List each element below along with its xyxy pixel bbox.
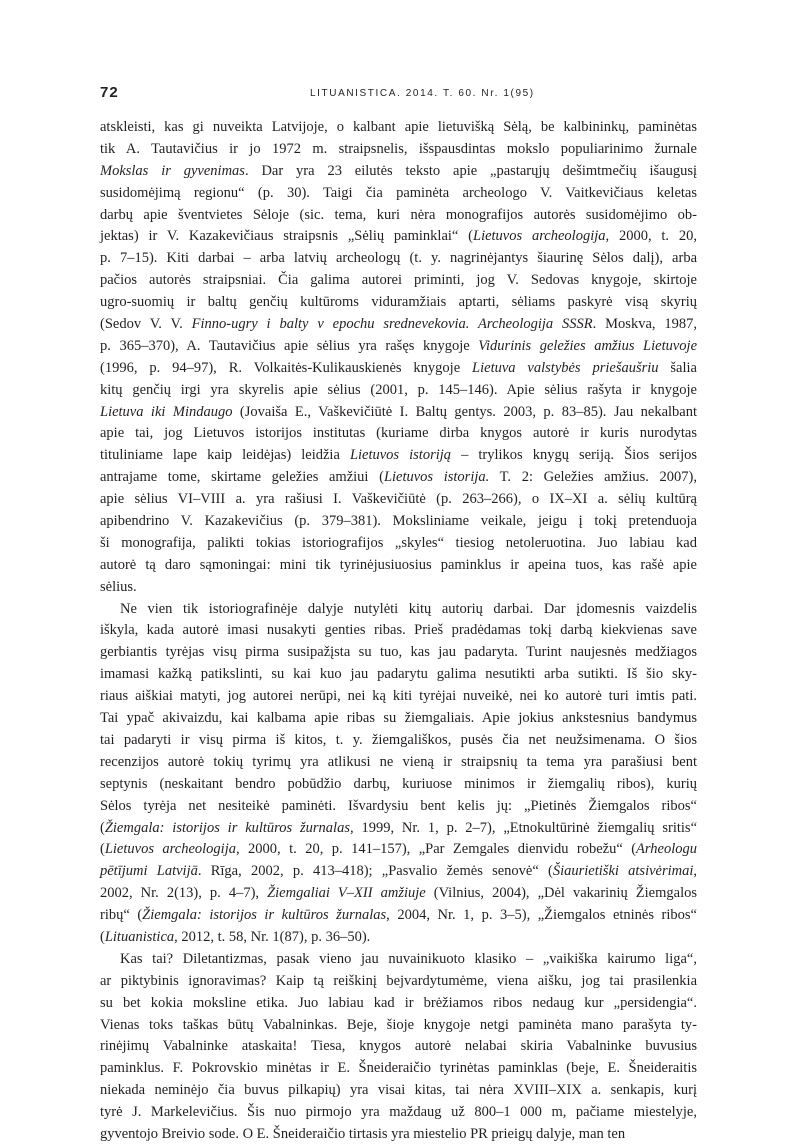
text-line: tik A. Tautavičius ir jo 1972 m. straipsnelis, išspausdintas mokslo populiarinimo žurnale: [100, 140, 697, 157]
paragraph: [100, 117, 697, 599]
text-line: atskleisti, kas gi nuveikta Latvijoje, o kalbant apie lietuvišką Sėlą, be kalbininkų, paminėtas: [100, 119, 697, 135]
text-line: (Lituanistica, 2012, t. 58, Nr. 1(87), p. 36–50).: [100, 928, 371, 945]
text-line: Tai ypač akivaizdu, kai kalbama apie ribas su žiemgaliais. Apie jokius ankstesnius bandymus: [100, 710, 697, 727]
paragraph: [100, 949, 697, 1146]
text-line: (Sedov V. V. Finno-ugry i balty v epochu srednevekovia. Archeologija SSSR. Moskva, 1987,: [100, 316, 697, 333]
running-head: LITUANISTICA. 2014. T. 60. Nr. 1(95): [310, 88, 535, 99]
text-line: susidomėjimą regionu“ (p. 30). Taigi čia paminėta archeologo V. Vaitkevičiaus keletas: [100, 184, 697, 201]
text-line: gyventojo Breivio sode. O E. Šneideraičio tirtasis yra miestelio PR prieigų dalyje, man ten: [100, 1125, 626, 1142]
text-line: autorė tą daro sąmoningai: mini tik tyrinėjusiuosius paminklus ir apeina tuos, kas rašė apie: [100, 556, 697, 573]
text-line: Kas tai? Diletantizmas, pasak vieno jau nuvainikuoto klasiko – „vaikiška kairumo liga“,: [120, 950, 697, 967]
text-line: (1996, p. 94–97), R. Volkaitės-Kulikauskienės knygoje Lietuva valstybės priešaušriu šalia: [100, 359, 697, 376]
text-line: tai padaryti ir visų pirma iš kitos, t. y. žiemgališkos, pusės čia net neužsimenama. O šios: [100, 731, 697, 748]
body-text: [100, 117, 697, 1146]
text-line: p. 365–370), A. Tautavičius apie sėlius yra rašęs knygoje Vidurinis geležies amžius Lietuvoje: [100, 337, 697, 354]
text-line: Vienas toks taškas būtų Vabalninkas. Beje, šioje knygoje netgi paminėta mano parašyta ty-: [100, 1016, 697, 1033]
text-line: riaus aiškiai matyti, jog autorei nerūpi, nei ką kiti tyrėjai nuveikė, nei ko autorė turi imtis pati.: [100, 688, 697, 705]
text-line: apibendrino V. Kazakevičius (p. 379–381). Moksliniame veikale, jeigu į tokį pretenduoja: [100, 513, 697, 530]
paragraph: [100, 599, 697, 949]
text-line: ugro-suomių ir baltų genčių kultūroms viduramžiais aptarti, sėliams paskyrė visą skyrių: [100, 294, 697, 311]
text-line: apie sėlius VI–VIII a. yra rašiusi I. Vaškevičiūtė (p. 263–266), o IX–XI a. sėlių kultūrą: [100, 491, 697, 508]
text-line: ribų“ (Žiemgala: istorijos ir kultūros žurnalas, 2004, Nr. 1, p. 3–5), „Žiemgalos etninės ribos“: [100, 907, 697, 924]
text-line: septynis (neskaitant bendro pobūdžio darbų, kuriuose minimos ir žiemgalių ribos), kurių: [100, 775, 697, 792]
text-line: ši monografija, palikti tokias istoriografijos „skyles“ tiesiog netoleruotina. Juo labiau kad: [100, 534, 697, 551]
text-line: Ne vien tik istoriografinėje dalyje nutylėti kitų autorių darbai. Dar įdomesnis vaizdelis: [120, 600, 697, 617]
text-line: kitų genčių irgi yra skyrelis apie sėlius (2001, p. 145–146). Apie sėlius rašyta ir knygoje: [100, 381, 697, 398]
text-line: imamasi kažką patikslinti, su kai kuo jau padarytu galima nesutikti arba sutikti. Iš šio sky-: [100, 666, 697, 683]
text-line: tituliniame lape kaip leidėjas) leidžia Lietuvos istoriją – trylikos knygų seriją. Šios serijos: [100, 447, 697, 464]
page-header: [100, 84, 697, 106]
text-line: rinėjimų Vabalninke ataskaita! Tiesa, knygos autorė nelabai skiria Vabalninke buvusius: [100, 1038, 697, 1055]
text-line: Sėlos tyrėja net nesiteikė paminėti. Išvardysiu bent kelis jų: „Pietinės Žiemgalos ribos“: [100, 797, 697, 814]
text-line: ar piktybinis ignoravimas? Kaip tą reiškinį bejvardytumėme, viena aišku, jog tai prasilenkia: [100, 972, 697, 989]
text-line: jektas) ir V. Kazakevičiaus straipsnis „Sėlių paminklai“ (Lietuvos archeologija, 2000, t. 20,: [100, 228, 697, 245]
text-line: gerbiantis tyrėjas visų pirma susipažįsta su tuo, kas jau padaryta. Turint naujesnės medžiagos: [100, 644, 697, 661]
text-line: apie tai, jog Lietuvos istorijos institutas (kuriame dirba knygos autorė ir kuris nurodytas: [100, 425, 697, 442]
text-line: p. 7–15). Kiti darbai – arba latvių archeologų (t. y. nagrinėjantys šiaurinę Sėlos dalį), arba: [100, 250, 697, 267]
text-line: Mokslas ir gyvenimas. Dar yra 23 eilutės teksto apie „pastarųjų dešimtmečių išaugusį: [100, 162, 698, 179]
text-line: paminklus. F. Pokrovskio minėtas ir E. Šneideraičio tyrinėtas paminklas (beje, E. Šneideraitis: [100, 1060, 697, 1077]
page-number: 72: [100, 84, 119, 101]
text-line: recenzijos autorė tokių tyrimų yra atlikusi ne vieną ir straipsnių ta tema yra parašiusi bent: [100, 753, 697, 770]
text-line: darbų apie šventvietes Sėloje (sic. tema, kuri nėra monografijos autorės susidomėjimo ob-: [100, 206, 697, 223]
text-line: (Žiemgala: istorijos ir kultūros žurnalas, 1999, Nr. 1, p. 2–7), „Etnokultūrinė žiemgalių sritis“: [100, 819, 698, 836]
text-line: pačios autorės straipsniai. Čia galima autorei priminti, jog V. Sedovas knygoje, skirtoje: [100, 272, 697, 289]
text-line: niekada neminėjo čia buvus pilkapių) yra visai kitas, tai nėra XVIII–XIX a. senkapis, kurį: [100, 1082, 697, 1099]
text-line: pētījumi Latvijā. Rīga, 2002, p. 413–418); „Pasvalio žemės senovė“ (Šiaurietiški atsivėrimai,: [100, 863, 698, 880]
text-line: su bet kokia moksline etika. Juo labiau kad ir brėžiamos ribos nedaug kur „persidengia“.: [100, 994, 697, 1011]
text-line: (Lietuvos archeologija, 2000, t. 20, p. 141–157), „Par Zemgales dienvidu robežu“ (Arheologu: [100, 841, 697, 858]
text-line: antrajame tome, skirtame geležies amžiui (Lietuvos istorija. T. 2: Geležies amžius. 2007),: [100, 469, 697, 486]
text-line: 2002, Nr. 2(13), p. 4–7), Žiemgaliai V–XII amžiuje (Vilnius, 2004), „Dėl vakarinių Žiemgalos: [100, 885, 697, 902]
text-line: sėlius.: [100, 578, 137, 595]
text-line: iškyla, kada autorė imasi nusakyti genties ribas. Prieš pradėdamas tokį darbą kiekvienas save: [100, 622, 697, 639]
text-line: tyrė J. Markelevičius. Šis nuo pirmojo yra maždaug už 800–1 000 m, pačiame miestelyje,: [100, 1104, 697, 1121]
text-line: Lietuva iki Mindaugo (Jovaiša E., Vaškevičiūtė I. Baltų gentys. 2003, p. 83–85). Jau nekalbant: [100, 403, 698, 420]
